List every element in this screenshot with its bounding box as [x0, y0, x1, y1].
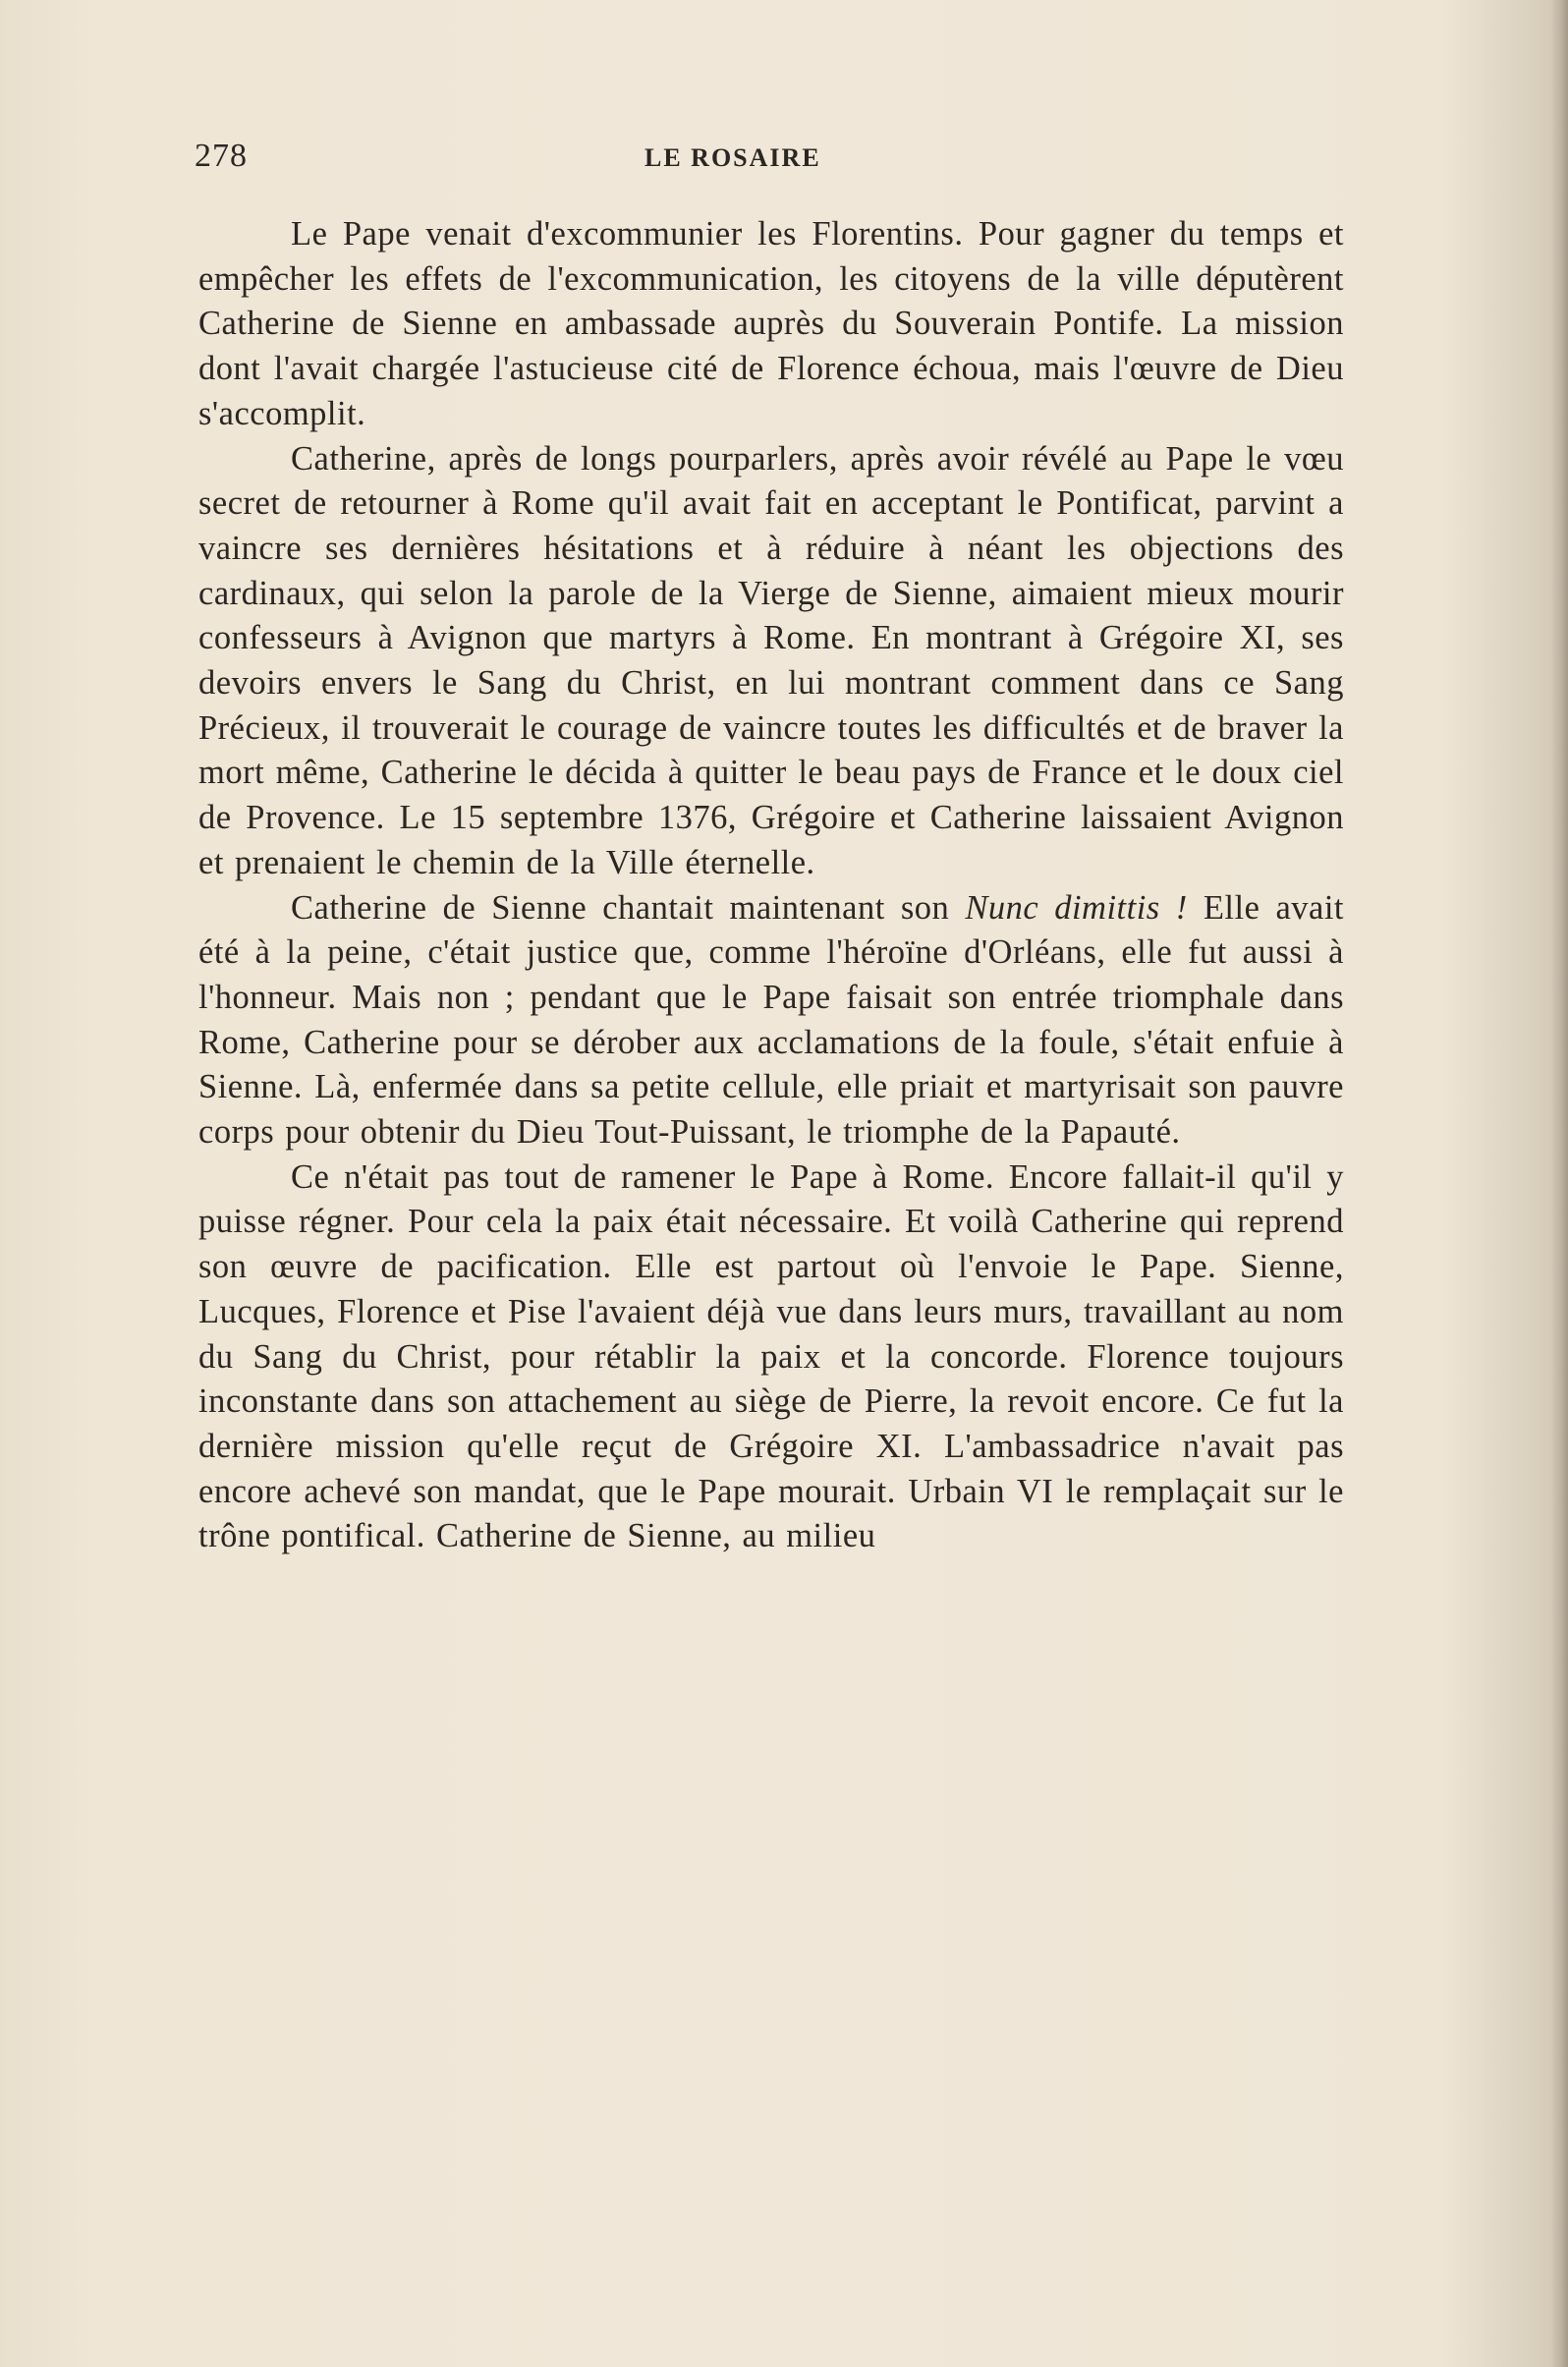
paragraph-3-rest: Elle avait été à la peine, c'était justice que, comme l'héroïne d'Orléans, elle fut aussi à l'honneur. Mais non ; pendant que le Pape faisait son entrée triomphale dans Rome, Catherine pour se dérober aux acclamations de la foule, s'était enfuie à Sienne. Là, enfermée dans sa petite cellule, elle priait et martyrisait son pauvre corps pour obtenir du Dieu Tout-Puissant, le triomphe de la Papauté. [198, 888, 1344, 1152]
paragraph-3 [198, 886, 1344, 1155]
nunc-dimittis-italic: Nunc dimittis ! [965, 888, 1188, 927]
paragraph-4: Ce n'était pas tout de ramener le Pape à Rome. Encore fallait-il qu'il y puisse régner. Pour cela la paix était nécessaire. Et voilà Catherine qui reprend son œuvre de pacification. Elle est partout où l'envoie le Pape. Sienne, Lucques, Florence et Pise l'avaient déjà vue dans leurs murs, travaillant au nom du Sang du Christ, pour rétablir la paix et la concorde. Florence toujours inconstante dans son attachement au siège de Pierre, la revoit encore. Ce fut la dernière mission qu'elle reçut de Grégoire XI. L'ambassadrice n'avait pas encore achevé son mandat, que le Pape mourait. Urbain VI le remplaçait sur le trône pontifical. Catherine de Sienne, au milieu [198, 1157, 1344, 1555]
page-header [195, 138, 1344, 177]
paragraph-2: Catherine, après de longs pourparlers, après avoir révélé au Pape le vœu secret de retourner à Rome qu'il avait fait en acceptant le Pontificat, parvint a vaincre ses dernières hésitations et à réduire à néant les objections des cardinaux, qui selon la parole de la Vierge de Sienne, aimaient mieux mourir confesseurs à Avignon que martyrs à Rome. En montrant à Grégoire XI, ses devoirs envers le Sang du Christ, en lui montrant comment dans ce Sang Précieux, il trouverait le courage de vaincre toutes les difficultés et de braver la mort même, Catherine le décida à quitter le beau pays de France et le doux ciel de Provence. Le 15 septembre 1376, Grégoire et Catherine laissaient Avignon et prenaient le chemin de la Ville éternelle. [198, 439, 1344, 881]
paragraph-1: Le Pape venait d'excommunier les Florentins. Pour gagner du temps et empêcher les effets de l'excommunication, les citoyens de la ville députèrent Catherine de Sienne en ambassade auprès du Souverain Pontife. La mission dont l'avait chargée l'astucieuse cité de Florence échoua, mais l'œuvre de Dieu s'accomplit. [198, 215, 1344, 432]
page-number: 278 [195, 138, 248, 174]
running-title: LE ROSAIRE [644, 143, 821, 172]
body-text [198, 212, 1344, 1559]
paragraph-3-start: Catherine de Sienne chantait maintenant son [291, 888, 966, 927]
page-edge-shadow [1550, 0, 1568, 2367]
